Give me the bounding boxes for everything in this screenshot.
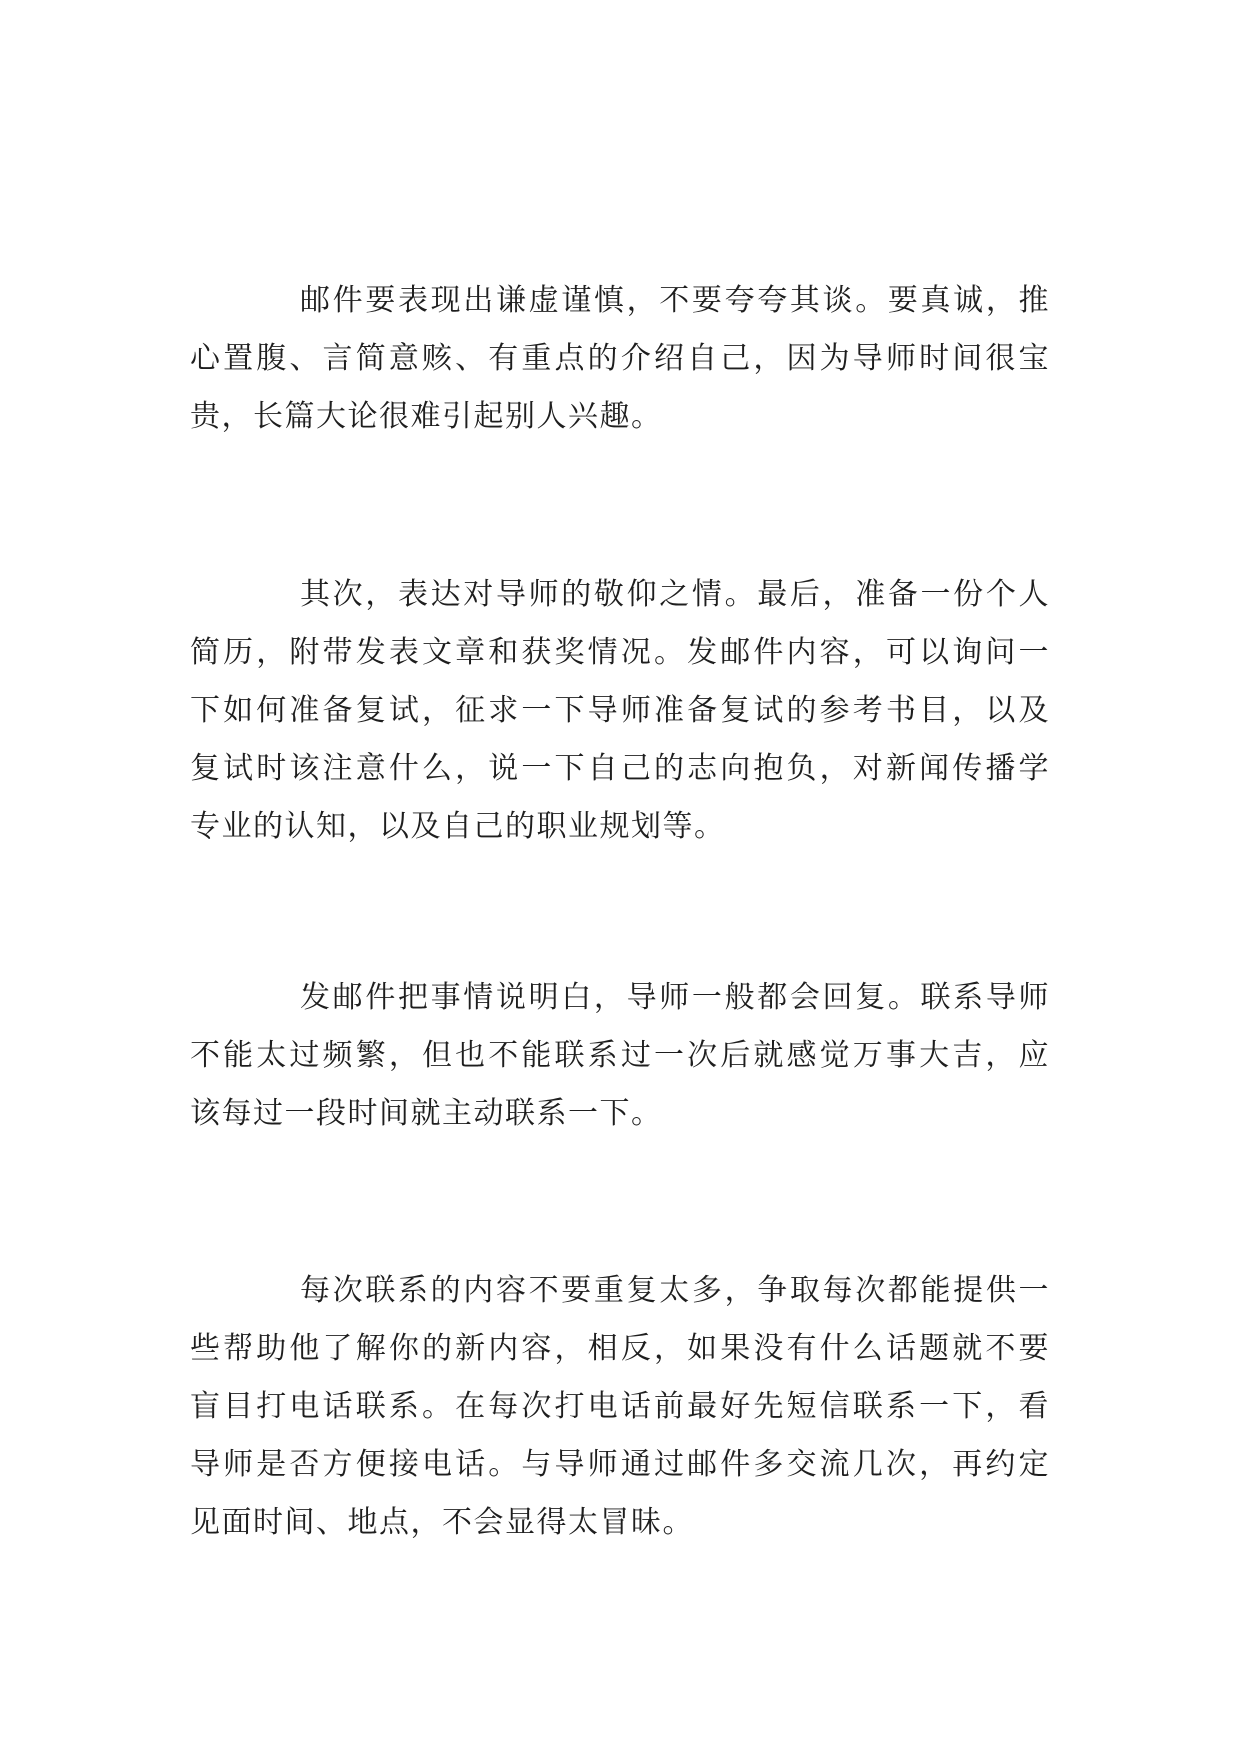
- paragraph-contact-frequency: [190, 969, 1050, 1143]
- paragraph-line: 见面时间、地点，不会显得太冒昧。: [190, 1505, 694, 1540]
- paragraph-line: 每次联系的内容不要重复太多，争取每次都能提供一: [300, 1273, 1050, 1308]
- paragraph-line: 心置腹、言简意赅、有重点的介绍自己，因为导师时间很宝: [190, 341, 1050, 376]
- paragraph-email-content: [190, 566, 1050, 856]
- paragraph-line: 复试时该注意什么，说一下自己的志向抱负，对新闻传播学: [190, 751, 1050, 786]
- paragraph-line: 其次，表达对导师的敬仰之情。最后，准备一份个人: [300, 577, 1050, 612]
- paragraph-line: 邮件要表现出谦虚谨慎，不要夸夸其谈。要真诚，推: [300, 283, 1050, 318]
- paragraph-line: 导师是否方便接电话。与导师通过邮件多交流几次，再约定: [190, 1447, 1050, 1482]
- paragraph-contact-content: [190, 1262, 1050, 1552]
- paragraph-line: 不能太过频繁，但也不能联系过一次后就感觉万事大吉，应: [190, 1038, 1050, 1073]
- paragraph-line: 简历，附带发表文章和获奖情况。发邮件内容，可以询问一: [190, 635, 1050, 670]
- paragraph-line: 下如何准备复试，征求一下导师准备复试的参考书目，以及: [190, 693, 1050, 728]
- paragraph-line: 发邮件把事情说明白，导师一般都会回复。联系导师: [300, 980, 1050, 1015]
- paragraph-line: 些帮助他了解你的新内容，相反，如果没有什么话题就不要: [190, 1331, 1050, 1366]
- paragraph-line: 贵，长篇大论很难引起别人兴趣。: [190, 399, 663, 434]
- paragraph-line: 专业的认知，以及自己的职业规划等。: [190, 809, 726, 844]
- paragraph-email-attitude: [190, 272, 1050, 446]
- paragraph-line: 该每过一段时间就主动联系一下。: [190, 1096, 663, 1131]
- paragraph-line: 盲目打电话联系。在每次打电话前最好先短信联系一下，看: [190, 1389, 1050, 1424]
